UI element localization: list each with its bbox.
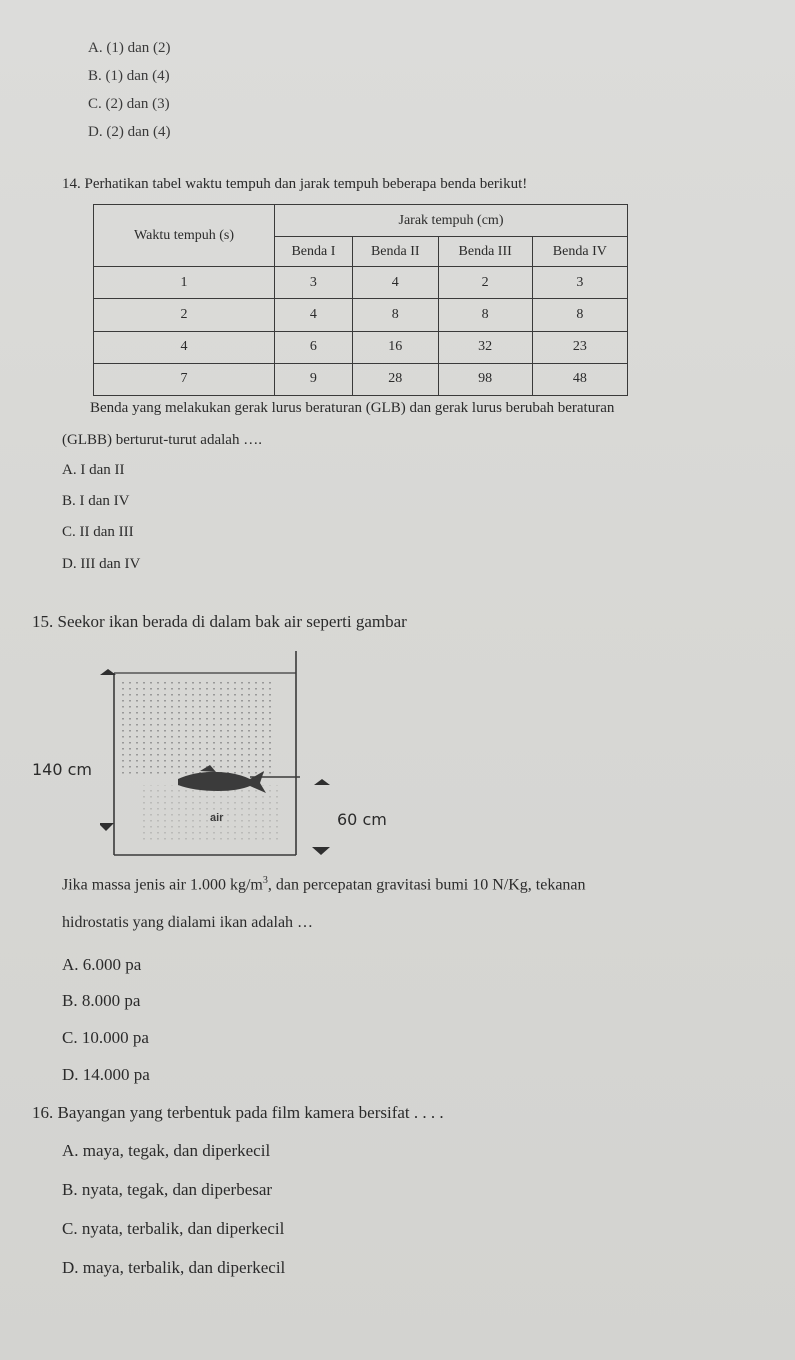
q14-option-c: C. II dan III <box>62 524 134 540</box>
q14-option-b: B. I dan IV <box>62 493 130 509</box>
q14-statement-line2: (GLBB) berturut-turut adalah …. <box>62 432 262 448</box>
table-cell: 6 <box>275 331 353 363</box>
q16-option-a: A. maya, tegak, dan diperkecil <box>62 1141 271 1160</box>
water-label: air <box>210 812 224 824</box>
arrow-down-left-icon <box>100 823 114 831</box>
table-col-benda-2: Benda II <box>352 237 438 267</box>
table-cell: 98 <box>438 363 532 395</box>
table-cell: 9 <box>275 363 353 395</box>
q13-option-d: D. (2) dan (4) <box>88 124 171 140</box>
table-header-time: Waktu tempuh (s) <box>94 205 275 267</box>
q15-option-b: B. 8.000 pa <box>62 991 141 1010</box>
table-cell: 3 <box>275 267 353 299</box>
table-cell: 23 <box>532 331 627 363</box>
q16-option-d: D. maya, terbalik, dan diperkecil <box>62 1258 286 1277</box>
water-tank-figure <box>100 645 360 860</box>
q14-question: 14. Perhatikan tabel waktu tempuh dan jarak tempuh beberapa benda berikut! <box>62 176 528 192</box>
q15-option-c: C. 10.000 pa <box>62 1028 149 1047</box>
table-cell: 1 <box>94 267 275 299</box>
table-cell: 4 <box>275 299 353 331</box>
label-60cm: 60 cm <box>337 810 387 829</box>
arrow-down-right-icon <box>312 847 330 855</box>
q15-question: 15. Seekor ikan berada di dalam bak air seperti gambar <box>32 612 407 631</box>
q15-text-line2: hidrostatis yang dialami ikan adalah … <box>62 914 314 931</box>
q15-text-sup: 3 <box>262 875 268 886</box>
q14-table <box>93 204 628 396</box>
table-row <box>94 299 628 331</box>
q13-option-b: B. (1) dan (4) <box>88 68 170 84</box>
q14-option-a: A. I dan II <box>62 462 125 478</box>
q15-text-part2: , dan percepatan gravitasi bumi 10 N/Kg, tekanan <box>267 876 586 894</box>
q15-option-a: A. 6.000 pa <box>62 955 142 974</box>
table-header-distance: Jarak tempuh (cm) <box>275 205 628 237</box>
table-cell: 8 <box>532 299 627 331</box>
table-row <box>94 331 628 363</box>
table-cell: 28 <box>352 363 438 395</box>
q14-option-d: D. III dan IV <box>62 556 141 572</box>
table-cell: 3 <box>532 267 627 299</box>
q15-text-line1 <box>62 875 586 894</box>
table-cell: 48 <box>532 363 627 395</box>
arrow-up-right-icon <box>314 779 330 785</box>
table-col-benda-3: Benda III <box>438 237 532 267</box>
q16-option-c: C. nyata, terbalik, dan diperkecil <box>62 1219 285 1238</box>
table-row <box>94 363 628 395</box>
q15-text-part1: Jika massa jenis air 1.000 kg/m <box>62 876 263 894</box>
table-cell: 16 <box>352 331 438 363</box>
q16-option-b: B. nyata, tegak, dan diperbesar <box>62 1180 273 1199</box>
arrow-up-left-icon <box>100 669 116 675</box>
table-col-benda-4: Benda IV <box>532 237 627 267</box>
table-col-benda-1: Benda I <box>275 237 353 267</box>
q15-option-d: D. 14.000 pa <box>62 1065 150 1084</box>
table-cell: 4 <box>352 267 438 299</box>
q13-option-c: C. (2) dan (3) <box>88 96 170 112</box>
table-cell: 4 <box>94 331 275 363</box>
q13-option-a: A. (1) dan (2) <box>88 40 171 56</box>
table-cell: 32 <box>438 331 532 363</box>
table-cell: 8 <box>438 299 532 331</box>
table-cell: 2 <box>438 267 532 299</box>
label-140cm: 140 cm <box>32 760 93 779</box>
table-cell: 7 <box>94 363 275 395</box>
table-row <box>94 267 628 299</box>
table-cell: 8 <box>352 299 438 331</box>
q14-statement-line1: Benda yang melakukan gerak lurus beraturan (GLB) dan gerak lurus berubah beraturan <box>90 400 615 416</box>
table-cell: 2 <box>94 299 275 331</box>
water-texture <box>122 679 272 774</box>
q16-question: 16. Bayangan yang terbentuk pada film kamera bersifat . . . . <box>32 1103 444 1122</box>
